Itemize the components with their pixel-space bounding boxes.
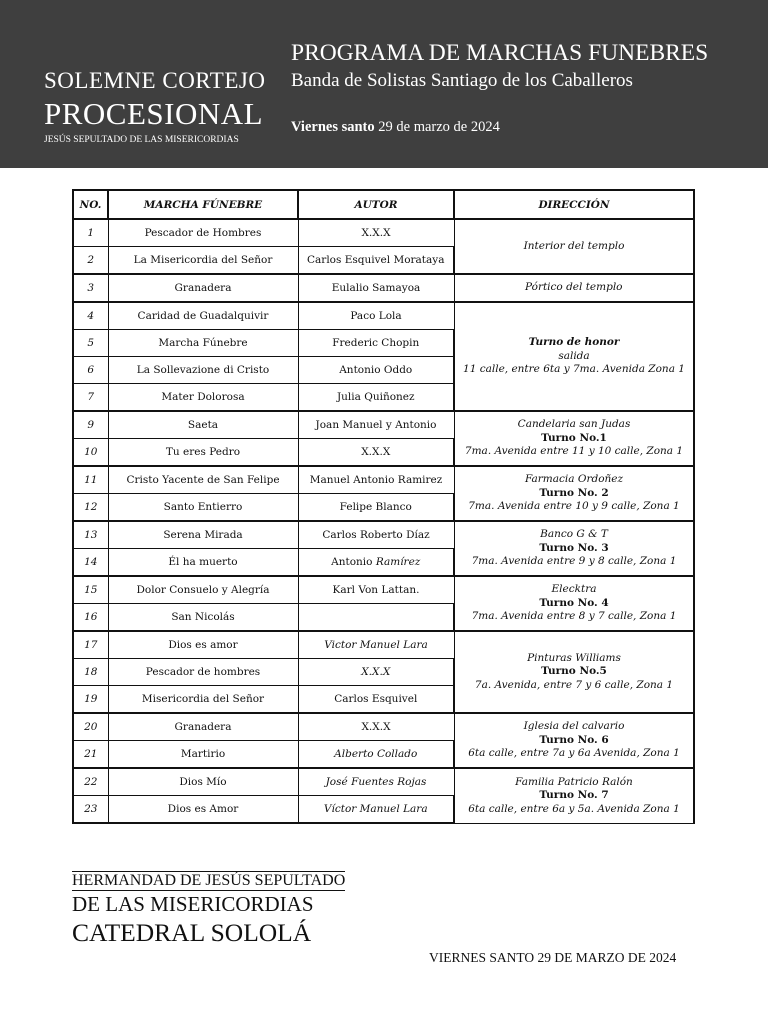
row-marcha: Misericordia del Señor <box>108 686 298 714</box>
row-marcha: Dios es Amor <box>108 796 298 824</box>
header-autor: AUTOR <box>298 190 454 219</box>
row-autor: Carlos Esquivel Morataya <box>298 247 454 275</box>
header-direccion: DIRECCIÓN <box>454 190 694 219</box>
row-direccion <box>454 576 694 631</box>
row-no: 6 <box>73 357 108 384</box>
hermandad-line2: DE LAS MISERICORDIAS <box>72 892 314 916</box>
row-direccion <box>454 713 694 768</box>
row-autor <box>298 549 454 577</box>
row-no: 11 <box>73 466 108 494</box>
row-no: 20 <box>73 713 108 741</box>
row-no: 13 <box>73 521 108 549</box>
table-row <box>73 411 694 439</box>
table-row <box>73 713 694 741</box>
row-autor: José Fuentes Rojas <box>298 768 454 796</box>
row-no: 4 <box>73 302 108 330</box>
row-no: 2 <box>73 247 108 275</box>
row-marcha: Cristo Yacente de San Felipe <box>108 466 298 494</box>
direccion-lugar: salida <box>558 349 590 362</box>
row-autor-part-italic: Ramírez <box>375 556 421 568</box>
direccion-turno: Turno No. 4 <box>539 596 609 609</box>
row-marcha: Saeta <box>108 411 298 439</box>
row-autor: Carlos Esquivel <box>298 686 454 714</box>
direccion-lugar: Familia Patricio Ralón <box>515 775 633 788</box>
row-marcha: Marcha Fúnebre <box>108 330 298 357</box>
direccion-lugar: Farmacia Ordoñez <box>524 473 624 486</box>
row-no: 10 <box>73 439 108 467</box>
table-row <box>73 768 694 796</box>
direccion-lugar: Iglesia del calvario <box>523 720 625 733</box>
header-banner <box>0 0 768 168</box>
cortejo-subtitle: JESÚS SEPULTADO DE LAS MISERICORDIAS <box>44 135 239 145</box>
row-marcha: Dios Mío <box>108 768 298 796</box>
direccion-calle: 7a. Avenida, entre 7 y 6 calle, Zona 1 <box>474 678 674 691</box>
row-marcha: Tu eres Pedro <box>108 439 298 467</box>
direccion-calle: 7ma. Avenida entre 8 y 7 calle, Zona 1 <box>471 610 677 623</box>
row-marcha: Granadera <box>108 274 298 302</box>
cortejo-title-line1: SOLEMNE CORTEJO <box>44 68 266 93</box>
row-autor: X.X.X <box>298 439 454 467</box>
event-date-rest: 29 de marzo de 2024 <box>374 119 500 135</box>
row-direccion <box>454 302 694 411</box>
row-autor: Alberto Collado <box>298 741 454 769</box>
direccion-turno: Turno No. 3 <box>539 541 609 554</box>
row-no: 3 <box>73 274 108 302</box>
row-no: 16 <box>73 604 108 632</box>
row-no: 12 <box>73 494 108 522</box>
row-marcha: La Sollevazione di Cristo <box>108 357 298 384</box>
row-no: 19 <box>73 686 108 714</box>
table-header-row <box>73 190 694 219</box>
row-direccion <box>454 631 694 713</box>
direccion-turno: Turno No.5 <box>541 665 607 678</box>
row-no: 1 <box>73 219 108 247</box>
direccion-calle: 11 calle, entre 6ta y 7ma. Avenida Zona 1 <box>463 363 685 376</box>
row-marcha: Serena Mirada <box>108 521 298 549</box>
direccion-calle: 6ta calle, entre 7a y 6a Avenida, Zona 1 <box>468 747 680 760</box>
direccion-lugar: Pinturas Williams <box>527 651 621 664</box>
row-autor: Paco Lola <box>298 302 454 330</box>
row-direccion <box>454 768 694 823</box>
row-autor: X.X.X <box>298 659 454 686</box>
row-autor: Eulalio Samayoa <box>298 274 454 302</box>
table-row <box>73 274 694 302</box>
row-autor: Víctor Manuel Lara <box>298 796 454 824</box>
row-marcha: Mater Dolorosa <box>108 384 298 412</box>
row-direccion <box>454 521 694 576</box>
table-row <box>73 302 694 330</box>
row-direccion <box>454 219 694 274</box>
row-autor: Carlos Roberto Díaz <box>298 521 454 549</box>
hermandad-line1: HERMANDAD DE JESÚS SEPULTADO <box>72 872 346 889</box>
banda-name: Banda de Solistas Santiago de los Caballeros <box>291 70 633 91</box>
row-no: 14 <box>73 549 108 577</box>
event-date-day: Viernes santo <box>291 119 375 135</box>
row-direccion <box>454 466 694 521</box>
direccion-calle: 7ma. Avenida entre 11 y 10 calle, Zona 1 <box>464 445 684 458</box>
cortejo-title-line2: PROCESIONAL <box>44 96 264 131</box>
direccion-calle: 7ma. Avenida entre 10 y 9 calle, Zona 1 <box>468 500 680 513</box>
header-marcha: MARCHA FÚNEBRE <box>108 190 298 219</box>
row-marcha: Granadera <box>108 713 298 741</box>
direccion-calle: 7ma. Avenida entre 9 y 8 calle, Zona 1 <box>471 555 677 568</box>
row-autor-part: Antonio <box>331 556 376 568</box>
row-marcha: La Misericordia del Señor <box>108 247 298 275</box>
hermandad-line3: CATEDRAL SOLOLÁ <box>72 918 312 947</box>
table-row <box>73 576 694 604</box>
direccion-lugar: Pórtico del templo <box>524 281 623 294</box>
row-direccion <box>454 411 694 466</box>
row-autor: Joan Manuel y Antonio <box>298 411 454 439</box>
row-autor: Antonio Oddo <box>298 357 454 384</box>
table-row <box>73 521 694 549</box>
footer-date: VIERNES SANTO 29 DE MARZO DE 2024 <box>429 950 677 965</box>
direccion-turno: Turno No. 2 <box>539 486 609 499</box>
table-row <box>73 219 694 247</box>
row-marcha: Él ha muerto <box>108 549 298 577</box>
row-no: 15 <box>73 576 108 604</box>
row-no: 9 <box>73 411 108 439</box>
row-marcha: San Nicolás <box>108 604 298 632</box>
row-autor: Julia Quiñonez <box>298 384 454 412</box>
row-no: 23 <box>73 796 108 824</box>
row-marcha: Santo Entierro <box>108 494 298 522</box>
direccion-turno: Turno No. 7 <box>539 789 609 801</box>
row-no: 17 <box>73 631 108 659</box>
direccion-turno: Turno No.1 <box>541 431 607 444</box>
direccion-calle: 6ta calle, entre 6a y 5a. Avenida Zona 1 <box>468 802 680 815</box>
row-no: 18 <box>73 659 108 686</box>
row-autor: X.X.X <box>298 219 454 247</box>
row-autor: Frederic Chopin <box>298 330 454 357</box>
row-autor: Karl Von Lattan. <box>298 576 454 604</box>
marchas-table <box>72 189 695 824</box>
table-row <box>73 631 694 659</box>
row-marcha: Martirio <box>108 741 298 769</box>
row-no: 7 <box>73 384 108 412</box>
programa-title: PROGRAMA DE MARCHAS FUNEBRES <box>291 40 709 66</box>
row-autor: X.X.X <box>298 713 454 741</box>
row-no: 21 <box>73 741 108 769</box>
direccion-lugar: Banco G & T <box>540 528 608 541</box>
row-no: 5 <box>73 330 108 357</box>
event-date <box>291 119 500 136</box>
row-marcha: Pescador de hombres <box>108 659 298 686</box>
direccion-turno: Turno de honor <box>528 336 620 349</box>
table-row <box>73 466 694 494</box>
row-autor: Manuel Antonio Ramirez <box>298 466 454 494</box>
row-marcha: Caridad de Guadalquivir <box>108 302 298 330</box>
header-no: NO. <box>73 190 108 219</box>
row-autor: Victor Manuel Lara <box>298 631 454 659</box>
row-marcha: Pescador de Hombres <box>108 219 298 247</box>
direccion-lugar: Candelaria san Judas <box>517 418 631 431</box>
direccion-turno: Turno No. 6 <box>539 733 609 746</box>
direccion-lugar: Interior del templo <box>523 239 625 252</box>
row-marcha: Dolor Consuelo y Alegría <box>108 576 298 604</box>
row-marcha: Dios es amor <box>108 631 298 659</box>
row-autor: Felipe Blanco <box>298 494 454 522</box>
row-no: 22 <box>73 768 108 796</box>
row-autor <box>298 604 454 632</box>
direccion-lugar: Elecktra <box>551 583 597 596</box>
row-direccion <box>454 274 694 302</box>
